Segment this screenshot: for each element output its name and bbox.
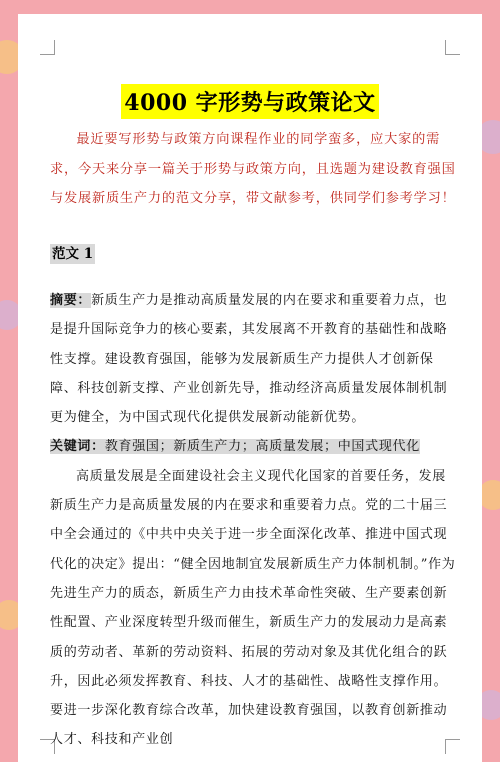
document-page [18,14,482,762]
abstract-paragraph [50,286,458,432]
intro-paragraph [50,125,458,214]
keywords-label: 关键词： [50,439,105,455]
margin-corner-mark [445,40,460,55]
keywords-text: 教育强国；新质生产力；高质量发展；中国式现代化 [104,439,420,455]
abstract-label: 摘要： [50,293,92,308]
section-heading: 范文 1 [52,246,94,262]
document-title: 4000 字形势与政策论文 [121,84,378,119]
document-body [50,286,458,755]
keywords-paragraph [50,432,458,461]
abstract-text: 新质生产力是推动高质量发展的内在要求和重要着力点，也是提升国际竞争力的核心要素，其发展离不开教育的基础性和战略性支撑。建设教育强国，能够为发展新质生产力提供人才创新保障、科技创新支撑、产业创新先导，推动经济高质量发展体制机制更为健全，为中国式现代化提供发展新动能新优势。 [50,293,448,426]
margin-corner-mark [40,40,55,55]
intro-text: 最近要写形势与政策方向课程作业的同学蛮多，应大家的需求，今天来分享一篇关于形势与政策方向，且选题为建设教育强国与发展新质生产力的范文分享，带文献参考，供同学们参考学习！ [50,132,456,206]
body-paragraph: 高质量发展是全面建设社会主义现代化国家的首要任务，发展新质生产力是高质量发展的内在要求和重要着力点。党的二十届三中全会通过的《中共中央关于进一步全面深化改革、推进中国式现代化的决定》提出：“健全因地制宜发展新质生产力体制机制。”作为先进生产力的质态，新质生产力由技术革命性突破、生产要素创新性配置、产业深度转型升级而催生，新质生产力的发展动力是高素质的劳动者、革新的劳动资料、拓展的劳动对象及其优化组合的跃升，因此必须发挥教育、科技、人才的基础性、战略性支撑作用。要进一步深化教育综合改革，加快建设教育强国，以教育创新推动人才、科技和产业创 [50,468,456,748]
